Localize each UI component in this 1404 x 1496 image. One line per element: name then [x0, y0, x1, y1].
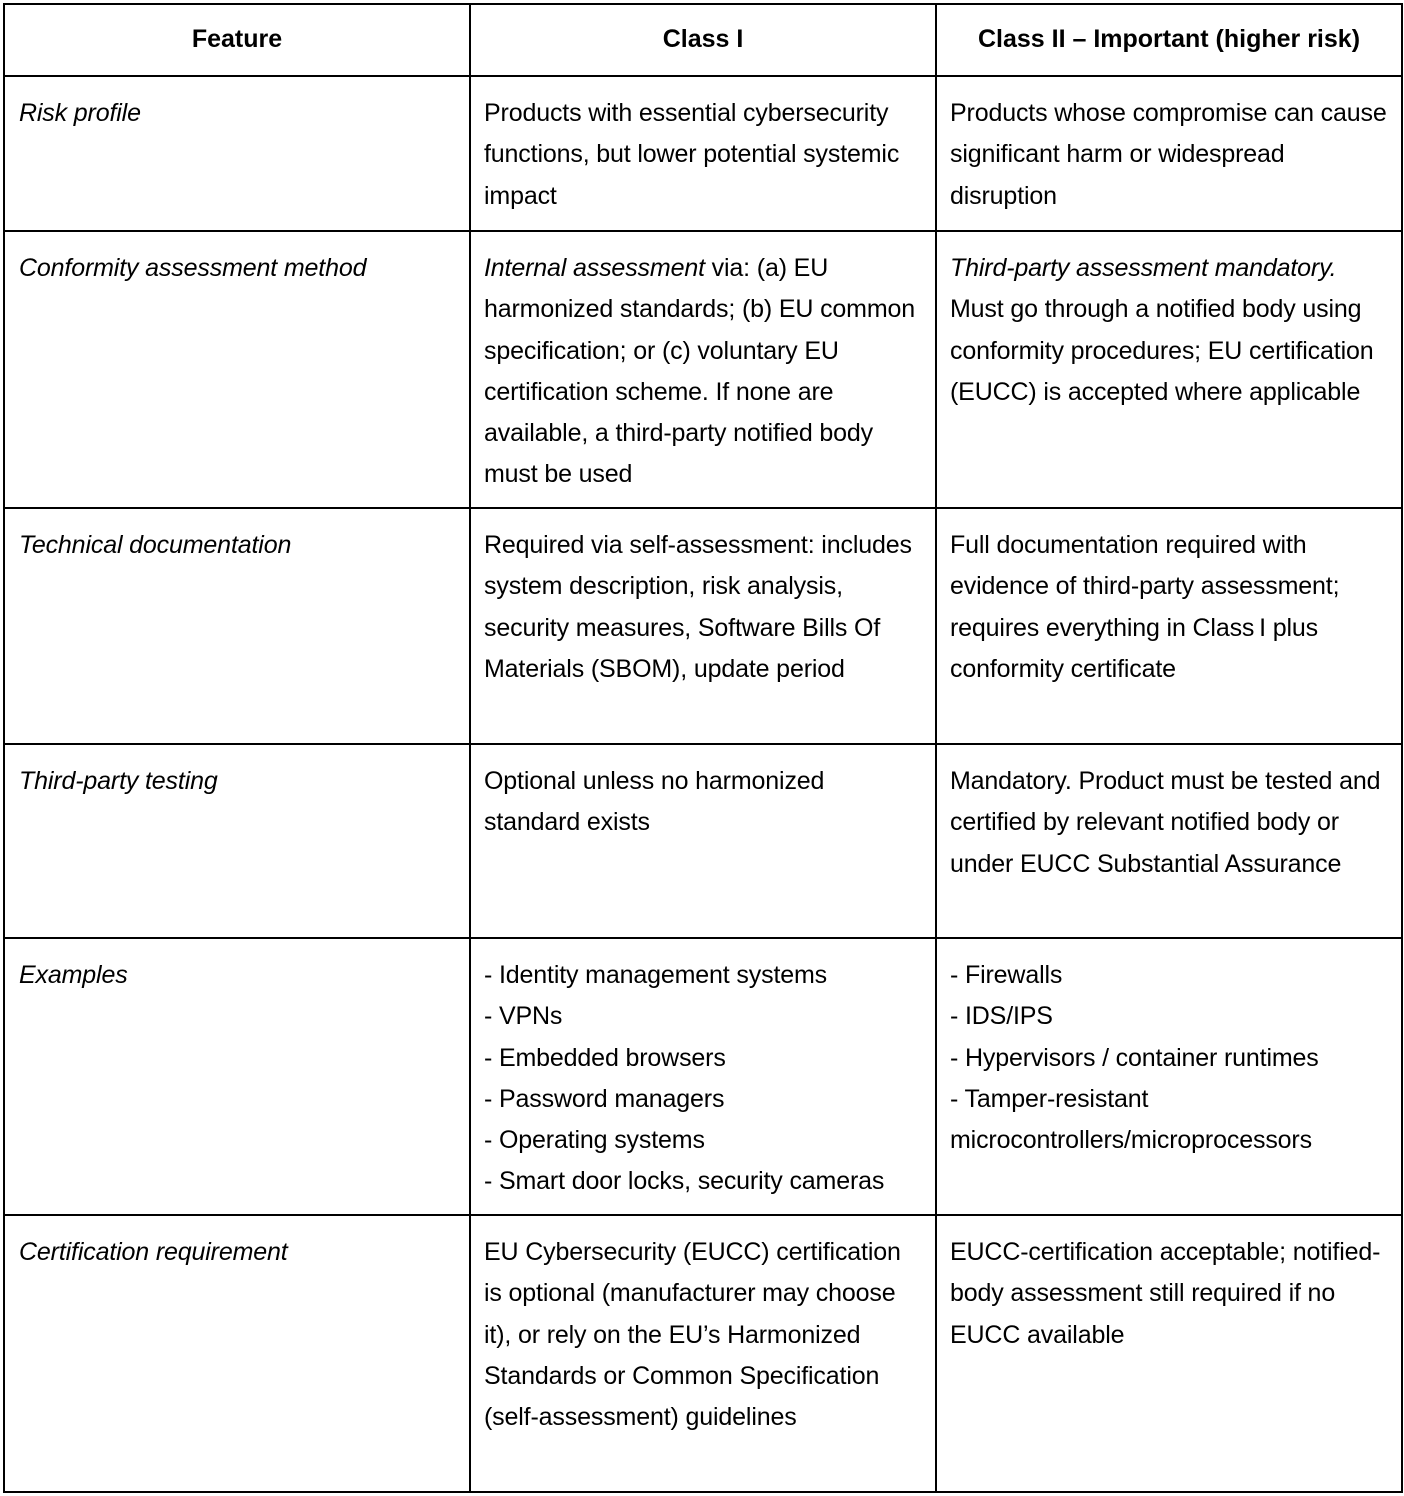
class-2-emphasis: Third-party assessment mandatory. — [950, 254, 1337, 282]
list-item: - Identity management systems — [484, 961, 828, 989]
feature-cell — [4, 938, 470, 1215]
table-row — [4, 76, 1402, 231]
class-2-text: EUCC-certification acceptable; notified-body assessment still required if no EUCC available — [950, 1238, 1381, 1349]
feature-cell — [4, 508, 470, 744]
list-item: - Tamper-resistant microcontrollers/microprocessors — [950, 1084, 1312, 1155]
header-class-1: Class I — [470, 4, 936, 76]
class-2-cell — [936, 938, 1402, 1215]
class-2-cell — [936, 76, 1402, 231]
class-2-text: Full documentation required with evidence of third-party assessment; requires everything in Class I plus conformity certificate — [950, 531, 1340, 683]
list-item: - Operating systems — [484, 1126, 705, 1155]
class-2-cell — [936, 1215, 1402, 1492]
class-2-cell — [936, 744, 1402, 938]
class-2-cell — [936, 508, 1402, 744]
header-row — [4, 4, 1402, 76]
class-1-cell — [470, 508, 936, 744]
class-1-emphasis: Internal assessment — [484, 254, 705, 282]
feature-cell — [4, 744, 470, 938]
header-feature: Feature — [4, 4, 470, 76]
comparison-table — [3, 3, 1403, 1493]
feature-cell — [4, 231, 470, 508]
class-1-list — [471, 939, 935, 1203]
list-item: - Firewalls — [950, 961, 1063, 989]
class-1-rest: via: (a) EU harmonized standards; (b) EU common specification; or (c) voluntary EU certification scheme. If none are available, a third-party notified body must be used — [484, 254, 916, 489]
class-1-cell — [470, 1215, 936, 1492]
class-1-text: Optional unless no harmonized standard exists — [484, 767, 825, 837]
header-class-2: Class II – Important (higher risk) — [936, 4, 1402, 76]
class-1-text: Products with essential cybersecurity functions, but lower potential systemic impact — [484, 99, 900, 210]
list-item: - Embedded browsers — [484, 1043, 726, 1072]
class-1-cell — [470, 938, 936, 1215]
class-2-text — [937, 232, 1401, 413]
class-2-cell — [936, 231, 1402, 508]
table-row — [4, 938, 1402, 1215]
feature-label: Risk profile — [19, 99, 141, 127]
class-1-text: Required via self-assessment: includes system description, risk analysis, security measures, Software Bills Of Materials (SBOM), update period — [484, 531, 912, 683]
list-item: - Smart door locks, security cameras — [484, 1167, 885, 1196]
table-row — [4, 231, 1402, 508]
feature-label: Third-party testing — [19, 767, 218, 795]
class-1-cell — [470, 744, 936, 938]
feature-label: Technical documentation — [19, 531, 292, 559]
class-1-cell — [470, 231, 936, 508]
list-item: - IDS/IPS — [950, 1002, 1053, 1031]
class-2-text: Products whose compromise can cause significant harm or widespread disruption — [950, 99, 1387, 210]
class-2-rest: Must go through a notified body using conformity procedures; EU certification (EUCC) is accepted where applicable — [950, 295, 1374, 406]
feature-cell — [4, 1215, 470, 1492]
table-row — [4, 508, 1402, 744]
class-1-text: EU Cybersecurity (EUCC) certification is optional (manufacturer may choose it), or rely on the EU’s Harmonized Standards or Common Specification (self-assessment) guidelines — [484, 1238, 901, 1432]
class-2-list — [937, 939, 1401, 1161]
list-item: - Password managers — [484, 1084, 725, 1113]
table-row — [4, 744, 1402, 938]
feature-cell — [4, 76, 470, 231]
list-item: - Hypervisors / container runtimes — [950, 1043, 1319, 1072]
feature-label: Certification requirement — [19, 1238, 288, 1266]
list-item: - VPNs — [484, 1002, 563, 1031]
class-1-text — [471, 232, 935, 496]
table-row — [4, 1215, 1402, 1492]
feature-label: Conformity assessment method — [19, 254, 367, 282]
class-2-text: Mandatory. Product must be tested and certified by relevant notified body or under EUCC Substantial Assurance — [950, 767, 1381, 878]
feature-label: Examples — [19, 961, 128, 989]
class-1-cell — [470, 76, 936, 231]
